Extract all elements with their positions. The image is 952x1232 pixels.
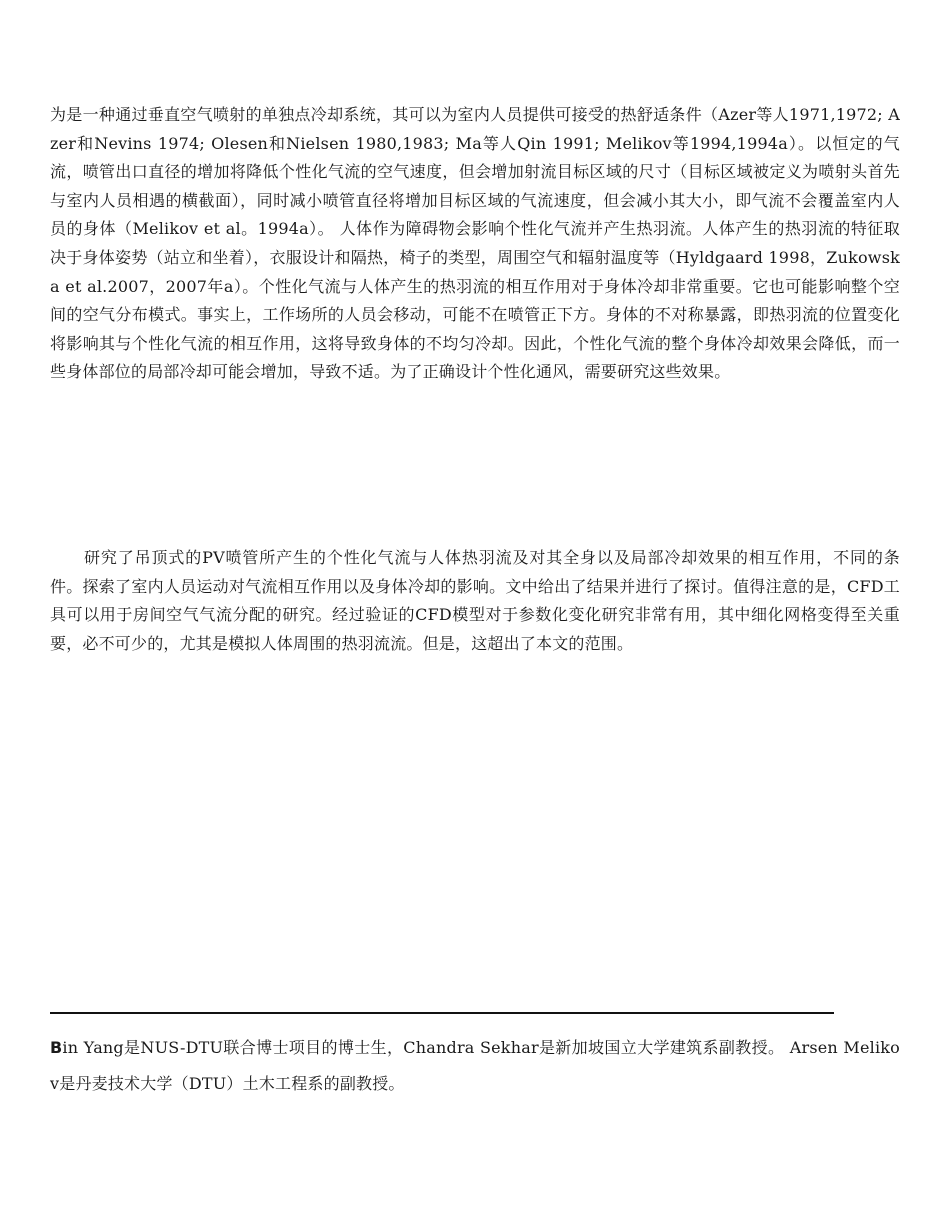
footnote-separator <box>50 1012 834 1014</box>
footnote-text: in Yang是NUS-DTU联合博士项目的博士生，Chandra Sekhar是新加坡国立大学建筑系副教授。 Arsen Melikov是丹麦技术大学（DTU）土木工程系的副教授。 <box>50 1038 900 1093</box>
body-paragraph-1: 为是一种通过垂直空气喷射的单独点冷却系统，其可以为室内人员提供可接受的热舒适条件（Azer等人1971,1972; Azer和Nevins 1974; Olesen和Nielsen 1980,1983; Ma等人Qin 1991; Melikov等1994,1994a）。以恒定的气流，喷管出口直径的增加将降低个性化气流的空气速度，但会增加射流目标区域的尺寸（目标区域被定义为喷射头首先与室内人员相遇的横截面），同时减小喷管直径将增加目标区域的气流速度，但会减小其大小，即气流不会覆盖室内人员的身体（Melikov et al。1994a）。 人体作为障碍物会影响个性化气流并产生热羽流。人体产生的热羽流的特征取决于身体姿势（站立和坐着），衣服设计和隔热，椅子的类型，周围空气和辐射温度等（Hyldgaard 1998，Zukowska et al.2007，2007年a）。个性化气流与人体产生的热羽流的相互作用对于身体冷却非常重要。它也可能影响整个空间的空气分布模式。事实上，工作场所的人员会移动，可能不在喷管正下方。身体的不对称暴露，即热羽流的位置变化将影响其与个性化气流的相互作用，这将导致身体的不均匀冷却。因此，个性化气流的整个身体冷却效果会降低，而一些身体部位的局部冷却可能会增加，导致不适。为了正确设计个性化通风，需要研究这些效果。 <box>50 105 900 382</box>
footnote-drop-letter: B <box>50 1038 63 1057</box>
body-paragraph-2: 研究了吊顶式的PV喷管所产生的个性化气流与人体热羽流及对其全身以及局部冷却效果的相互作用，不同的条件。探索了室内人员运动对气流相互作用以及身体冷却的影响。文中给出了结果并进行了探讨。值得注意的是，CFD工具可以用于房间空气气流分配的研究。经过验证的CFD模型对于参数化变化研究非常有用，其中细化网格变得至关重要，必不可少的，尤其是模拟人体周围的热羽流流。但是，这超出了本文的范围。 <box>50 548 900 653</box>
author-footnote <box>50 1030 900 1102</box>
